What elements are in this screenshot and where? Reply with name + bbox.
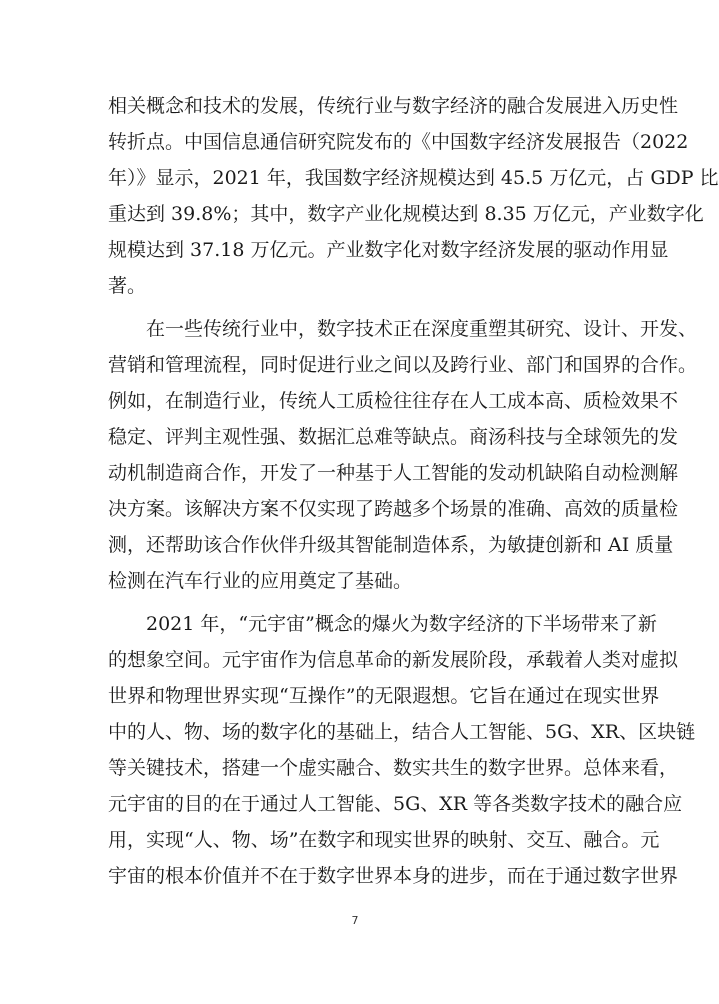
text-line: 中的人、物、场的数字化的基础上，结合人工智能、5G、XR、区块链 [108, 721, 696, 743]
text-line: 宇宙的根本价值并不在于数字世界本身的进步，而在于通过数字世界 [108, 865, 679, 887]
text-line: 2021 年，“元宇宙”概念的爆火为数字经济的下半场带来了新 [146, 613, 657, 635]
text-line: 规模达到 37.18 万亿元。产业数字化对数字经济发展的驱动作用显 [108, 239, 669, 261]
text-line: 年）》显示，2021 年，我国数字经济规模达到 45.5 万亿元，占 GDP 比 [108, 167, 719, 189]
text-line: 稳定、评判主观性强、数据汇总难等缺点。商汤科技与全球领先的发 [108, 426, 679, 448]
text-line: 世界和物理世界实现“互操作”的无限遐想。它旨在通过在现实世界 [108, 685, 660, 707]
text-line: 测，还帮助该合作伙伴升级其智能制造体系，为敏捷创新和 AI 质量 [108, 534, 674, 556]
text-line: 在一些传统行业中，数字技术正在深度重塑其研究、设计、开发、 [146, 318, 698, 340]
text-line: 决方案。该解决方案不仅实现了跨越多个场景的准确、高效的质量检 [108, 498, 679, 520]
text-line: 用，实现“人、物、场”在数字和现实世界的映射、交互、融合。元 [108, 829, 660, 851]
text-line: 转折点。中国信息通信研究院发布的《中国数字经济发展报告（2022 [108, 131, 689, 153]
text-line: 相关概念和技术的发展，传统行业与数字经济的融合发展进入历史性 [108, 95, 679, 117]
text-line: 例如，在制造行业，传统人工质检往往存在人工成本高、质检效果不 [108, 390, 679, 412]
text-line: 检测在汽车行业的应用奠定了基础。 [108, 570, 413, 592]
text-line: 著。 [108, 275, 147, 297]
text-line: 元宇宙的目的在于通过人工智能、5G、XR 等各类数字技术的融合应 [108, 793, 683, 815]
text-line: 重达到 39.8%；其中，数字产业化规模达到 8.35 万亿元，产业数字化 [108, 203, 704, 225]
text-line: 等关键技术，搭建一个虚实融合、数实共生的数字世界。总体来看， [108, 757, 679, 779]
text-line: 营销和管理流程，同时促进行业之间以及跨行业、部门和国界的合作。 [108, 354, 698, 376]
text-line: 动机制造商合作，开发了一种基于人工智能的发动机缺陷自动检测解 [108, 462, 679, 484]
text-line: 的想象空间。元宇宙作为信息革命的新发展阶段，承载着人类对虚拟 [108, 649, 679, 671]
page-number: 7 [351, 914, 359, 927]
